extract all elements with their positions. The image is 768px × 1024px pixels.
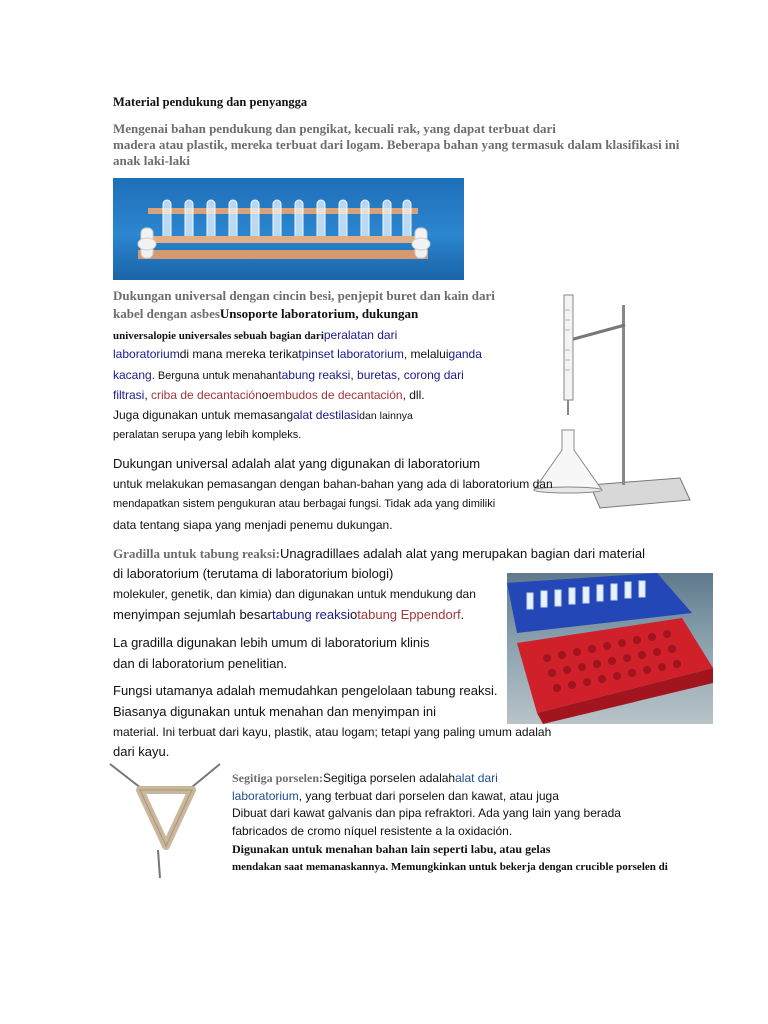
universal-line-2 bbox=[113, 306, 418, 322]
intro-line-2: madera atau plastik, mereka terbuat dari logam. Beberapa bahan yang termasuk dalam klasifikasi ini bbox=[113, 137, 680, 152]
gradilla-p2-line-2: dan di laboratorium penelitian. bbox=[113, 656, 288, 671]
gradilla-line-2: di laboratorium (terutama di laboratorium biologi) bbox=[113, 566, 394, 581]
gradilla-p3-line-3: material. Ini terbuat dari kayu, plastik, atau logam; tetapi yang paling umum adalah bbox=[113, 725, 552, 739]
gradilla-p2-line-1: La gradilla digunakan lebih umum di laboratorium klinis bbox=[113, 635, 430, 650]
universal-text: di mana mereka terikat bbox=[179, 347, 302, 361]
segitiga-line-6: mendakan saat memanaskannya. Memungkinkan untuk bekerja dengan crucible porselen di bbox=[232, 861, 668, 873]
gradilla-text: . bbox=[460, 607, 465, 622]
universal-text: , bbox=[144, 388, 152, 402]
segitiga-heading: Segitiga porselen: bbox=[232, 771, 323, 785]
link-buretas[interactable]: buretas bbox=[357, 368, 398, 382]
gradilla-text: o bbox=[350, 607, 358, 622]
intro-line-1: Mengenai bahan pendukung dan pengikat, kecuali rak, yang dapat terbuat dari bbox=[113, 121, 556, 136]
universal2-line-4: data tentang siapa yang menjadi penemu dukungan. bbox=[113, 518, 393, 532]
link-corong[interactable]: corong dari bbox=[403, 368, 464, 382]
link-criba[interactable]: criba de decantación bbox=[151, 388, 262, 402]
universal-text: o bbox=[261, 388, 269, 402]
universal-text: kabel dengan asbes bbox=[113, 306, 220, 321]
link-laboratorium[interactable]: laboratorium bbox=[113, 347, 180, 361]
universal-text: Juga digunakan untuk memasang bbox=[113, 408, 294, 422]
segitiga-text: Segitiga porselen adalah bbox=[323, 771, 456, 785]
link-filtrasi[interactable]: filtrasi bbox=[113, 388, 145, 402]
link-kacang[interactable]: kacang bbox=[113, 368, 152, 382]
gradilla-p3-line-2: Biasanya digunakan untuk menahan dan menyimpan ini bbox=[113, 704, 437, 719]
universal-text: , dll. bbox=[402, 388, 425, 402]
gradilla-line-1 bbox=[113, 545, 645, 563]
universal-line-4 bbox=[113, 347, 482, 361]
page-title: Material pendukung dan penyangga bbox=[113, 95, 308, 109]
universal-text: . Berguna untuk menahan bbox=[151, 370, 279, 382]
segitiga-line-2 bbox=[232, 789, 559, 803]
universal-line-6 bbox=[113, 388, 425, 402]
gradilla-text: Unagradillaes adalah alat yang merupakan bagian dari material bbox=[280, 546, 645, 561]
gradilla-heading: Gradilla untuk tabung reaksi: bbox=[113, 546, 281, 561]
universal2-line-3: mendapatkan sistem pengukuran atau berbagai fungsi. Tidak ada yang dimiliki bbox=[113, 498, 496, 510]
porcelain-triangle-photo bbox=[108, 762, 224, 880]
link-alat-dari[interactable]: alat dari bbox=[455, 771, 498, 785]
universal-text: Unsoporte laboratorium, dukungan bbox=[219, 306, 419, 321]
universal-line-5 bbox=[113, 368, 464, 382]
link-tabung-eppendorf[interactable]: tabung Eppendorf bbox=[357, 607, 461, 622]
link-alat-destilasi[interactable]: alat destilasi bbox=[293, 408, 360, 422]
link-embudos[interactable]: embudos de decantación bbox=[268, 388, 403, 402]
link-pinset[interactable]: pinset laboratorium bbox=[301, 347, 404, 361]
universal-line-3 bbox=[113, 326, 397, 344]
universal-line-1: Dukungan universal dengan cincin besi, penjepit buret dan kain dari bbox=[113, 288, 495, 303]
universal-text: , bbox=[397, 368, 404, 382]
universal2-line-1: Dukungan universal adalah alat yang digunakan di laboratorium bbox=[113, 456, 481, 471]
universal-text: , melalui bbox=[403, 347, 449, 361]
link-tabung-reaksi[interactable]: tabung reaksi bbox=[278, 368, 351, 382]
segitiga-line-4: fabricados de cromo níquel resistente a la oxidación. bbox=[232, 824, 513, 838]
gradilla-line-3: molekuler, genetik, dan kimia) dan digunakan untuk mendukung dan bbox=[113, 587, 476, 601]
gradilla-p3-line-1: Fungsi utamanya adalah memudahkan pengelolaan tabung reaksi. bbox=[113, 683, 498, 698]
gradilla-photo bbox=[507, 573, 713, 724]
link-laboratorium-2[interactable]: laboratorium bbox=[232, 789, 299, 803]
intro-line-3: anak laki-laki bbox=[113, 153, 190, 168]
universal-line-8: peralatan serupa yang lebih kompleks. bbox=[113, 429, 302, 441]
segitiga-line-1 bbox=[232, 769, 498, 787]
universal-line-7 bbox=[113, 408, 413, 422]
gradilla-line-4 bbox=[113, 607, 464, 622]
test-tube-rack-photo bbox=[113, 178, 464, 280]
universal-text: , bbox=[350, 368, 358, 382]
universal-text: universalopie universales sebuah bagian dari bbox=[113, 330, 324, 342]
universal-text: dan lainnya bbox=[359, 410, 413, 422]
link-peralatan[interactable]: peralatan dari bbox=[323, 328, 398, 342]
segitiga-text: , yang terbuat dari porselen dan kawat, atau juga bbox=[298, 789, 559, 803]
link-ganda[interactable]: ganda bbox=[448, 347, 482, 361]
segitiga-line-3: Dibuat dari kawat galvanis dan pipa refraktori. Ada yang lain yang berada bbox=[232, 806, 621, 820]
gradilla-p3-line-4: dari kayu. bbox=[113, 744, 170, 759]
link-tabung-reaksi-2[interactable]: tabung reaksi bbox=[271, 607, 351, 622]
segitiga-line-5: Digunakan untuk menahan bahan lain seperti labu, atau gelas bbox=[232, 842, 551, 856]
gradilla-text: menyimpan sejumlah besar bbox=[113, 607, 272, 622]
universal2-line-2: untuk melakukan pemasangan dengan bahan-bahan yang ada di laboratorium dan bbox=[113, 477, 553, 491]
universal-stand-illustration bbox=[530, 290, 700, 515]
